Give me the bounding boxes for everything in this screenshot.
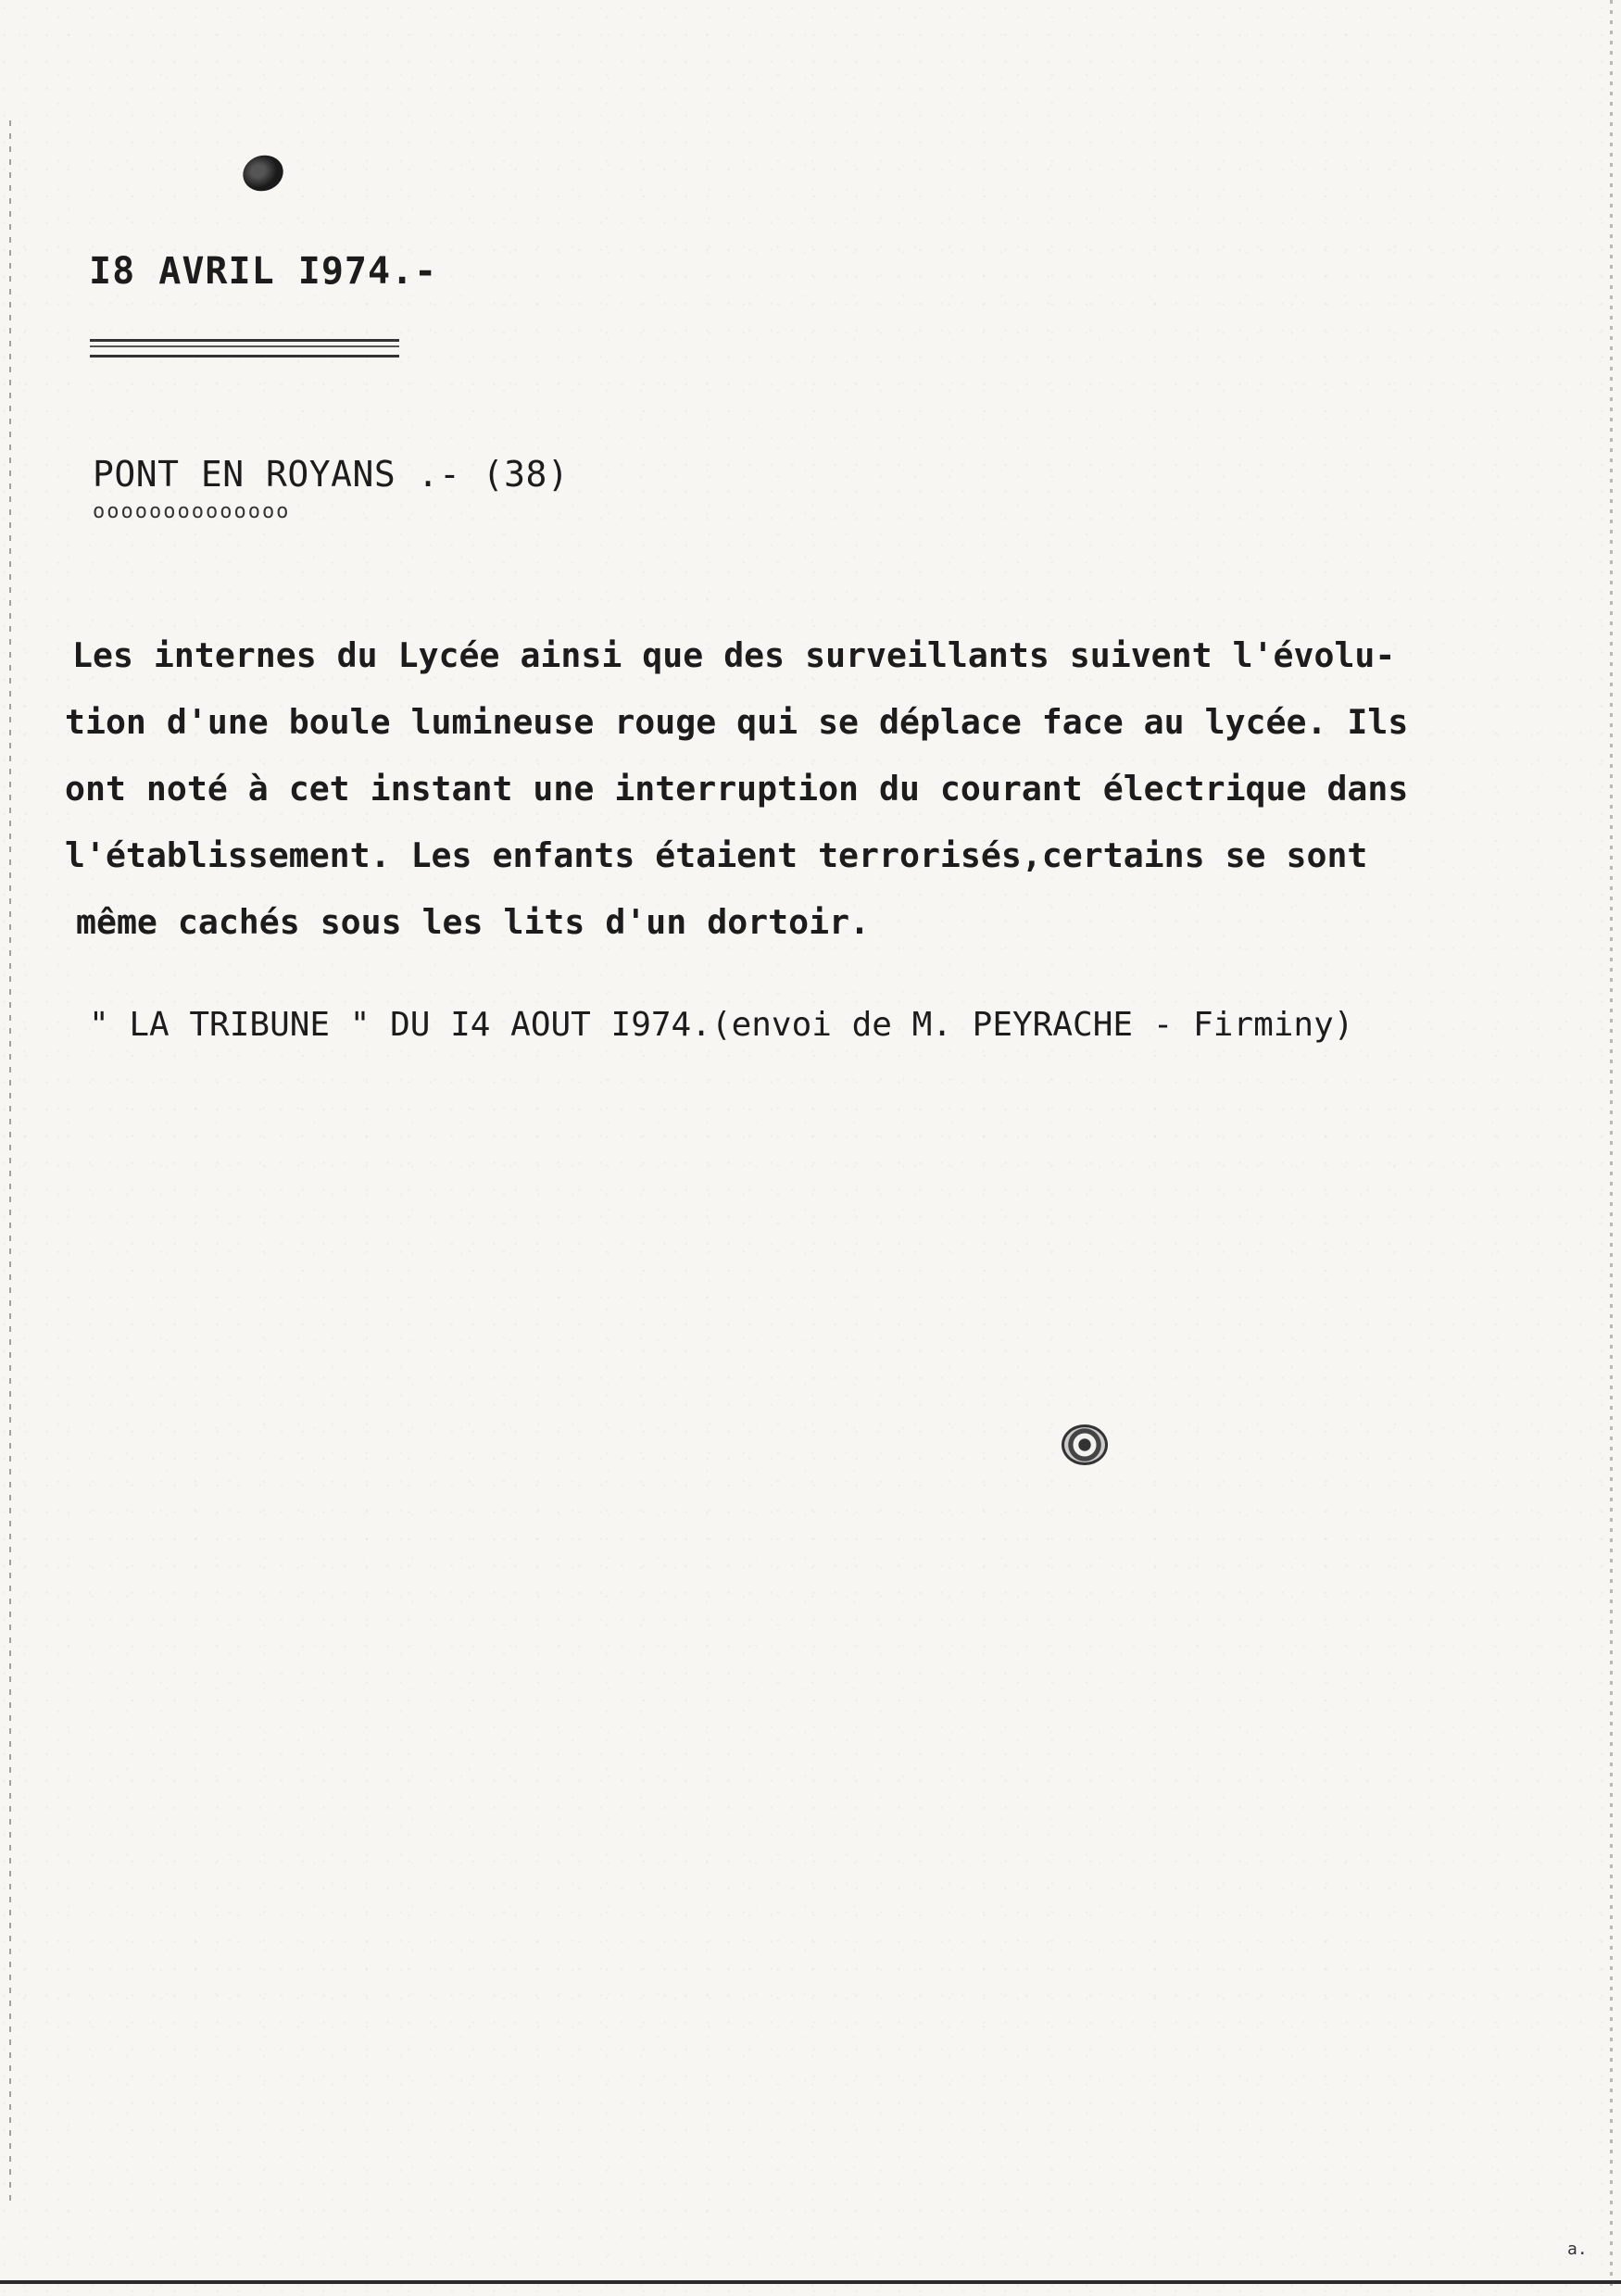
corner-mark: a. bbox=[1567, 2240, 1588, 2259]
body-line: Les internes du Lycée ainsi que des surveillants suivent l'évolu- bbox=[72, 635, 1396, 675]
body-line: ont noté à cet instant une interruption du courant électrique dans bbox=[65, 769, 1409, 809]
scan-left-edge bbox=[9, 120, 11, 2204]
location-heading: PONT EN ROYANS .- (38) bbox=[93, 454, 570, 495]
ink-stain-mark bbox=[1062, 1424, 1108, 1465]
document-date: I8 AVRIL I974.- bbox=[89, 250, 438, 293]
punch-hole-mark bbox=[238, 150, 288, 196]
body-line: tion d'une boule lumineuse rouge qui se déplace face au lycée. Ils bbox=[65, 702, 1409, 742]
scan-bottom-edge bbox=[0, 2280, 1621, 2284]
scan-right-edge bbox=[1610, 0, 1613, 2288]
body-line: même cachés sous les lits d'un dortoir. bbox=[76, 902, 871, 942]
heading-ornament: oooooooooooooo bbox=[93, 500, 291, 523]
report-body bbox=[65, 622, 1547, 956]
source-citation: " LA TRIBUNE " DU I4 AOUT I974.(envoi de M. PEYRACHE - Firminy) bbox=[89, 1006, 1354, 1044]
date-underline bbox=[90, 339, 399, 358]
body-line: l'établissement. Les enfants étaient terrorisés,certains se sont bbox=[65, 835, 1368, 875]
